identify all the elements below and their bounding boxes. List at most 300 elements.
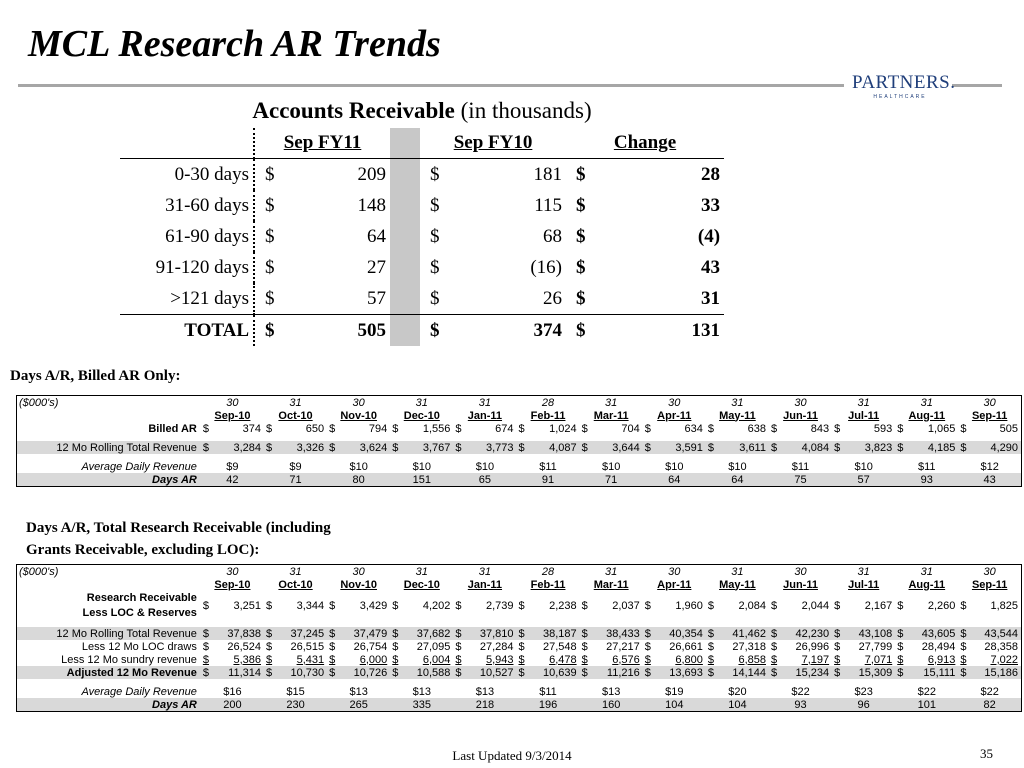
dollar-sign: $ bbox=[202, 640, 209, 653]
month-header: Nov-10 bbox=[340, 578, 378, 591]
sep-fy10-value: 181 bbox=[533, 163, 563, 185]
amount: 38,433 bbox=[606, 627, 640, 640]
currency-cell bbox=[264, 640, 327, 653]
dollar-sign: $ bbox=[770, 627, 778, 640]
dollar-sign: $ bbox=[581, 600, 588, 612]
days-in-month: 30 bbox=[352, 396, 365, 409]
value-cell: $13 bbox=[349, 685, 368, 698]
dollar-sign: $ bbox=[202, 666, 209, 679]
sep-fy11-value: 148 bbox=[357, 194, 387, 216]
amount: 3,644 bbox=[612, 441, 640, 454]
change-value: 43 bbox=[701, 256, 721, 278]
currency-cell bbox=[453, 591, 516, 621]
currency-cell bbox=[327, 422, 390, 435]
unit-label: ($000's) bbox=[19, 396, 59, 409]
amount: 1,024 bbox=[549, 422, 577, 435]
amount: 4,084 bbox=[801, 441, 830, 454]
month-header: Sep-11 bbox=[971, 578, 1008, 591]
days-in-month: 31 bbox=[731, 565, 744, 578]
page-title: MCL Research AR Trends bbox=[28, 23, 441, 65]
amount: 1,960 bbox=[675, 600, 703, 612]
value-cell: $11 bbox=[539, 685, 557, 698]
days-in-month: 31 bbox=[731, 396, 744, 409]
dollar-sign: $ bbox=[329, 666, 336, 679]
dollar-sign: $ bbox=[265, 422, 273, 435]
currency-symbol: $ bbox=[265, 225, 275, 247]
sundry-revenue-row bbox=[17, 653, 1022, 666]
ar-body bbox=[120, 159, 724, 347]
row-label: Adjusted 12 Mo Revenue bbox=[17, 666, 201, 679]
currency-cell bbox=[516, 441, 579, 454]
currency-cell bbox=[832, 627, 895, 640]
dollar-sign: $ bbox=[834, 441, 841, 454]
currency-cell bbox=[832, 422, 895, 435]
amount: 6,004 bbox=[422, 653, 451, 666]
change-value: (4) bbox=[697, 225, 721, 247]
row-label: Average Daily Revenue bbox=[81, 460, 197, 473]
dollar-sign: $ bbox=[392, 627, 399, 640]
currency-cell bbox=[453, 441, 516, 454]
dollar-sign: $ bbox=[202, 653, 209, 666]
row-label-line1: Research Receivable bbox=[86, 592, 197, 604]
value-cell: 96 bbox=[832, 698, 895, 712]
currency-cell bbox=[580, 653, 643, 666]
currency-symbol: $ bbox=[265, 194, 275, 216]
currency-cell bbox=[201, 422, 264, 435]
dollar-sign: $ bbox=[581, 422, 588, 435]
value-cell: $15 bbox=[286, 685, 305, 698]
currency-cell bbox=[706, 640, 769, 653]
month-header: Sep-11 bbox=[971, 409, 1008, 422]
currency-cell bbox=[958, 627, 1021, 640]
sep-fy11-value: 57 bbox=[367, 287, 387, 309]
value-cell: 42 bbox=[201, 473, 264, 487]
value-cell: $11 bbox=[539, 460, 557, 473]
currency-cell bbox=[453, 640, 516, 653]
amount: 26,661 bbox=[669, 640, 703, 653]
ar-title-bold: Accounts Receivable bbox=[252, 98, 455, 123]
value-cell: 104 bbox=[643, 698, 706, 712]
dollar-sign: $ bbox=[329, 640, 336, 653]
amount: 37,479 bbox=[353, 627, 388, 640]
ar-row-label: 91-120 days bbox=[120, 252, 254, 283]
dollar-sign: $ bbox=[770, 666, 778, 679]
value-cell: $13 bbox=[475, 685, 495, 698]
value-cell: $10 bbox=[665, 460, 684, 473]
amount: 1,065 bbox=[927, 422, 956, 435]
row-label: Less 12 Mo sundry revenue bbox=[61, 653, 197, 666]
currency-cell bbox=[895, 591, 958, 621]
currency-cell bbox=[327, 653, 390, 666]
value-cell: $10 bbox=[412, 460, 431, 473]
currency-cell bbox=[958, 666, 1021, 679]
dollar-sign: $ bbox=[897, 600, 904, 612]
dollar-sign: $ bbox=[834, 666, 841, 679]
ar-header-sep-fy10: Sep FY10 bbox=[420, 128, 566, 159]
amount: 37,682 bbox=[416, 627, 451, 640]
dollar-sign: $ bbox=[518, 653, 525, 666]
logo-wordmark: PARTNERS. bbox=[852, 72, 956, 93]
dollar-sign: $ bbox=[392, 653, 399, 666]
currency-cell bbox=[769, 653, 832, 666]
currency-cell bbox=[390, 666, 453, 679]
value-cell: 104 bbox=[706, 698, 769, 712]
month-header: Jul-11 bbox=[848, 578, 880, 591]
month-row bbox=[17, 578, 1022, 591]
currency-cell bbox=[958, 653, 1021, 666]
dollar-sign: $ bbox=[329, 653, 336, 666]
amount: 6,858 bbox=[738, 653, 766, 666]
month-header: May-11 bbox=[719, 578, 756, 591]
ar-header-sep-fy11: Sep FY11 bbox=[254, 128, 390, 159]
currency-cell bbox=[769, 627, 832, 640]
value-cell: 335 bbox=[390, 698, 453, 712]
amount: 3,429 bbox=[359, 600, 388, 612]
currency-cell bbox=[390, 653, 453, 666]
month-header: Feb-11 bbox=[530, 578, 566, 591]
ar-aging-row bbox=[120, 159, 724, 191]
dollar-sign: $ bbox=[581, 666, 588, 679]
amount: 704 bbox=[621, 422, 640, 435]
dollar-sign: $ bbox=[518, 666, 525, 679]
dollar-sign: $ bbox=[644, 640, 651, 653]
dollar-sign: $ bbox=[265, 441, 273, 454]
amount: 10,730 bbox=[290, 666, 325, 679]
row-label bbox=[17, 591, 201, 621]
dollar-sign: $ bbox=[707, 640, 714, 653]
days-in-month: 31 bbox=[478, 565, 492, 578]
dollar-sign: $ bbox=[329, 441, 336, 454]
currency-cell bbox=[390, 591, 453, 621]
amount: 3,591 bbox=[675, 441, 703, 454]
dollar-sign: $ bbox=[644, 666, 651, 679]
amount: 4,185 bbox=[927, 441, 956, 454]
amount: 27,799 bbox=[858, 640, 893, 653]
dollar-sign: $ bbox=[707, 600, 714, 612]
amount: 2,739 bbox=[485, 600, 514, 612]
currency-cell bbox=[769, 591, 832, 621]
dollar-sign: $ bbox=[707, 441, 714, 454]
dollar-sign: $ bbox=[834, 422, 841, 435]
dollar-sign: $ bbox=[202, 627, 209, 640]
month-header: Jun-11 bbox=[783, 409, 818, 422]
value-cell: $11 bbox=[791, 460, 810, 473]
ar-gap bbox=[390, 190, 420, 221]
rolling-revenue-row bbox=[17, 441, 1022, 454]
dollar-sign: $ bbox=[644, 653, 651, 666]
currency-symbol: $ bbox=[430, 225, 440, 247]
dollar-sign: $ bbox=[581, 640, 588, 653]
days-in-month: 31 bbox=[920, 565, 933, 578]
amount: 4,202 bbox=[422, 600, 451, 612]
dollar-sign: $ bbox=[770, 600, 778, 612]
dollar-sign: $ bbox=[834, 627, 841, 640]
currency-cell bbox=[769, 666, 832, 679]
amount: 2,238 bbox=[549, 600, 577, 612]
dollar-sign: $ bbox=[329, 627, 336, 640]
currency-cell bbox=[390, 640, 453, 653]
currency-cell bbox=[643, 591, 706, 621]
amount: 1,825 bbox=[990, 600, 1018, 612]
ar-gap bbox=[390, 252, 420, 283]
value-cell: $10 bbox=[728, 460, 747, 473]
value-cell: $13 bbox=[412, 685, 431, 698]
currency-cell bbox=[453, 666, 516, 679]
month-header: Oct-10 bbox=[278, 578, 313, 591]
days-in-month: 30 bbox=[794, 396, 807, 409]
days-in-month: 30 bbox=[226, 396, 239, 409]
value-cell: $13 bbox=[601, 685, 621, 698]
ar-header-blank bbox=[120, 128, 254, 159]
amount: 6,000 bbox=[359, 653, 388, 666]
amount: 10,588 bbox=[416, 666, 451, 679]
total-heading-line2: Grants Receivable, excluding LOC): bbox=[26, 542, 260, 558]
sep-fy11-value: 209 bbox=[357, 163, 387, 185]
amount: 3,611 bbox=[739, 441, 766, 454]
ar-gap bbox=[390, 221, 420, 252]
ar-table-title bbox=[120, 98, 724, 124]
amount: 2,037 bbox=[612, 600, 640, 612]
currency-cell bbox=[643, 627, 706, 640]
currency-symbol: $ bbox=[254, 315, 282, 347]
amount: 40,354 bbox=[669, 627, 703, 640]
dollar-sign: $ bbox=[455, 422, 462, 435]
amount: 10,527 bbox=[479, 666, 514, 679]
month-row-label bbox=[17, 578, 201, 591]
dollar-sign: $ bbox=[644, 422, 651, 435]
sep-fy10-value: 26 bbox=[543, 287, 563, 309]
month-header: Jul-11 bbox=[848, 409, 880, 422]
amount: 3,823 bbox=[864, 441, 893, 454]
days-in-month: 28 bbox=[541, 396, 555, 409]
dollar-sign: $ bbox=[518, 640, 525, 653]
days-in-month: 31 bbox=[857, 396, 870, 409]
currency-cell bbox=[516, 591, 579, 621]
days-in-month: 30 bbox=[226, 565, 239, 578]
change-value: 31 bbox=[701, 287, 721, 309]
dollar-sign: $ bbox=[581, 441, 588, 454]
ar-aging-row bbox=[120, 252, 724, 283]
currency-cell bbox=[580, 666, 643, 679]
days-in-month: 31 bbox=[920, 396, 933, 409]
amount: 3,773 bbox=[485, 441, 514, 454]
month-header: Oct-10 bbox=[278, 409, 313, 422]
days-in-month: 30 bbox=[983, 565, 996, 578]
currency-cell bbox=[264, 666, 327, 679]
dollar-sign: $ bbox=[960, 441, 967, 454]
dollar-sign: $ bbox=[834, 640, 841, 653]
amount: 43,605 bbox=[921, 627, 956, 640]
currency-cell bbox=[516, 666, 579, 679]
ar-row-label: 0-30 days bbox=[120, 159, 254, 191]
ar-row-label: 61-90 days bbox=[120, 221, 254, 252]
days-in-month: 31 bbox=[857, 565, 870, 578]
value-cell: 101 bbox=[895, 698, 958, 712]
dollar-sign: $ bbox=[834, 653, 841, 666]
value-cell: $22 bbox=[980, 685, 999, 698]
dollar-sign: $ bbox=[897, 653, 904, 666]
amount: 28,358 bbox=[984, 640, 1018, 653]
accounts-receivable-table bbox=[120, 128, 724, 346]
currency-cell bbox=[706, 422, 769, 435]
dollar-sign: $ bbox=[770, 422, 778, 435]
value-cell: 80 bbox=[327, 473, 390, 487]
dollar-sign: $ bbox=[897, 640, 904, 653]
dollar-sign: $ bbox=[707, 666, 714, 679]
amount: 650 bbox=[305, 422, 325, 435]
amount: 27,548 bbox=[542, 640, 577, 653]
currency-symbol: $ bbox=[566, 315, 596, 347]
dollar-sign: $ bbox=[455, 666, 462, 679]
currency-cell bbox=[264, 653, 327, 666]
rolling-revenue-row bbox=[17, 627, 1022, 640]
adjusted-revenue-row bbox=[17, 666, 1022, 679]
research-receivable-row bbox=[17, 591, 1022, 621]
amount: 15,309 bbox=[858, 666, 893, 679]
value-cell: $9 bbox=[226, 460, 239, 473]
currency-cell bbox=[769, 640, 832, 653]
dollar-sign: $ bbox=[897, 441, 904, 454]
month-header: Jan-11 bbox=[467, 409, 503, 422]
change-value: 131 bbox=[596, 315, 724, 347]
currency-symbol: $ bbox=[576, 194, 586, 216]
currency-cell bbox=[895, 640, 958, 653]
currency-cell bbox=[895, 627, 958, 640]
currency-cell bbox=[580, 627, 643, 640]
dollar-sign: $ bbox=[392, 640, 399, 653]
days-in-month: 30 bbox=[668, 396, 681, 409]
billed-ar-row bbox=[17, 422, 1022, 435]
dollar-sign: $ bbox=[960, 653, 967, 666]
currency-cell bbox=[327, 591, 390, 621]
value-cell: 43 bbox=[958, 473, 1021, 487]
ar-row-label: >121 days bbox=[120, 283, 254, 315]
amount: 6,478 bbox=[549, 653, 577, 666]
loc-draws-row bbox=[17, 640, 1022, 653]
amount: 638 bbox=[747, 422, 766, 435]
amount: 14,144 bbox=[732, 666, 766, 679]
amount: 7,197 bbox=[801, 653, 830, 666]
currency-cell bbox=[390, 422, 453, 435]
amount: 2,044 bbox=[801, 600, 830, 612]
sep-fy11-value: 505 bbox=[282, 315, 390, 347]
currency-symbol: $ bbox=[420, 315, 446, 347]
row-label: Days AR bbox=[17, 698, 201, 712]
amount: 26,515 bbox=[290, 640, 325, 653]
amount: 505 bbox=[999, 422, 1018, 435]
row-label-line2: Less LOC & Reserves bbox=[82, 607, 197, 619]
dollar-sign: $ bbox=[455, 640, 462, 653]
dollar-sign: $ bbox=[581, 627, 588, 640]
currency-cell bbox=[201, 640, 264, 653]
change-value: 28 bbox=[701, 163, 721, 185]
month-header: May-11 bbox=[719, 409, 756, 422]
month-header: Jan-11 bbox=[467, 578, 503, 591]
value-cell: $9 bbox=[289, 460, 302, 473]
currency-cell bbox=[895, 653, 958, 666]
currency-symbol: $ bbox=[430, 163, 440, 185]
amount: 28,494 bbox=[921, 640, 956, 653]
dollar-sign: $ bbox=[518, 627, 525, 640]
dollar-sign: $ bbox=[770, 441, 778, 454]
currency-cell bbox=[643, 422, 706, 435]
currency-cell bbox=[264, 591, 327, 621]
dollar-sign: $ bbox=[960, 600, 967, 612]
sep-fy10-value: 115 bbox=[534, 194, 563, 216]
amount: 5,386 bbox=[233, 653, 261, 666]
dollar-sign: $ bbox=[644, 441, 651, 454]
amount: 2,084 bbox=[738, 600, 766, 612]
page-number: 35 bbox=[980, 746, 993, 761]
value-cell: $22 bbox=[917, 685, 936, 698]
change-value: 33 bbox=[701, 194, 721, 216]
currency-symbol: $ bbox=[265, 256, 275, 278]
dollar-sign: $ bbox=[897, 422, 904, 435]
total-heading-line1: Days A/R, Total Research Receivable (including bbox=[26, 520, 331, 536]
amount: 37,838 bbox=[227, 627, 261, 640]
month-header: Apr-11 bbox=[657, 409, 692, 422]
value-cell: 75 bbox=[769, 473, 832, 487]
value-cell: $22 bbox=[791, 685, 810, 698]
amount: 26,996 bbox=[795, 640, 830, 653]
dollar-sign: $ bbox=[644, 600, 651, 612]
days-in-month: 30 bbox=[983, 396, 996, 409]
currency-cell bbox=[895, 666, 958, 679]
amount: 37,245 bbox=[290, 627, 325, 640]
amount: 15,111 bbox=[923, 666, 956, 679]
amount: 13,693 bbox=[669, 666, 703, 679]
dollar-sign: $ bbox=[834, 600, 841, 612]
row-label: 12 Mo Rolling Total Revenue bbox=[17, 441, 201, 454]
ar-title-rest: (in thousands) bbox=[460, 98, 592, 123]
value-cell: 160 bbox=[580, 698, 643, 712]
currency-cell bbox=[201, 591, 264, 621]
month-header: Nov-10 bbox=[340, 409, 378, 422]
dollar-sign: $ bbox=[960, 627, 967, 640]
dollar-sign: $ bbox=[960, 666, 967, 679]
currency-cell bbox=[327, 441, 390, 454]
amount: 3,326 bbox=[296, 441, 325, 454]
value-cell: $10 bbox=[475, 460, 495, 473]
days-in-month: 31 bbox=[289, 396, 302, 409]
ar-header-change: Change bbox=[566, 128, 724, 159]
dollar-sign: $ bbox=[392, 422, 399, 435]
logo-subtitle: HEALTHCARE bbox=[873, 94, 927, 100]
dollar-sign: $ bbox=[518, 441, 525, 454]
amount: 26,754 bbox=[353, 640, 388, 653]
ar-row-label: TOTAL bbox=[120, 315, 254, 347]
dollar-sign: $ bbox=[960, 640, 967, 653]
currency-symbol: $ bbox=[265, 287, 275, 309]
dollar-sign: $ bbox=[581, 653, 588, 666]
currency-symbol: $ bbox=[430, 256, 440, 278]
amount: 593 bbox=[873, 422, 893, 435]
days-ar-row bbox=[17, 698, 1022, 712]
value-cell: 57 bbox=[832, 473, 895, 487]
currency-cell bbox=[327, 627, 390, 640]
value-cell: 82 bbox=[958, 698, 1021, 712]
amount: 11,314 bbox=[228, 666, 261, 679]
value-cell: 65 bbox=[453, 473, 516, 487]
days-ar-row bbox=[17, 473, 1022, 487]
currency-cell bbox=[643, 666, 706, 679]
average-daily-revenue-row bbox=[17, 460, 1022, 473]
currency-cell bbox=[706, 591, 769, 621]
amount: 3,767 bbox=[422, 441, 451, 454]
currency-symbol: $ bbox=[576, 287, 586, 309]
amount: 5,431 bbox=[296, 653, 325, 666]
value-cell: 200 bbox=[201, 698, 264, 712]
